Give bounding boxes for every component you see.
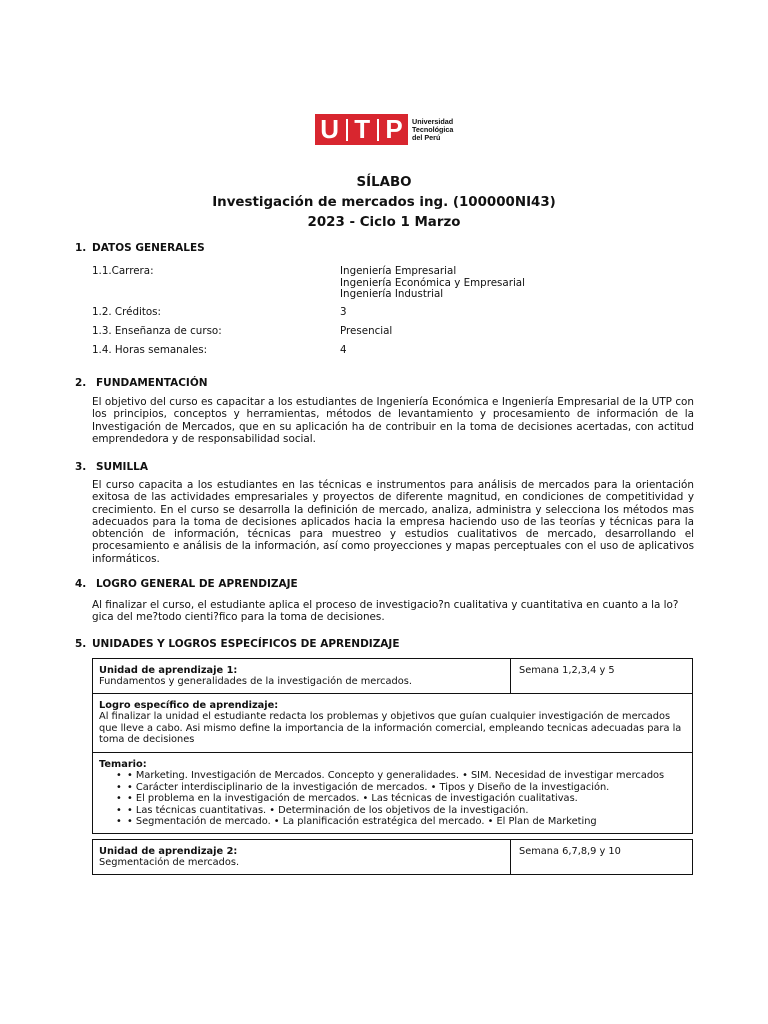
title-silabo: SÍLABO xyxy=(356,175,412,190)
list-item xyxy=(99,793,689,804)
list-item xyxy=(99,816,689,827)
section-number: 5. xyxy=(75,638,87,650)
section-number: 3. xyxy=(75,461,87,473)
section-heading-sumilla xyxy=(75,461,148,473)
unidad-2-semana: Semana 6,7,8,9 y 10 xyxy=(519,846,621,857)
bullet: • xyxy=(116,793,122,805)
section-heading-fundamentacion xyxy=(75,377,208,389)
logro-label: Logro específico de aprendizaje: xyxy=(99,700,279,711)
temario-item-text: • El problema en la investigación de mercados. • Las técnicas de investigación cualitativas. xyxy=(127,793,578,805)
section-title: LOGRO GENERAL DE APRENDIZAJE xyxy=(96,578,298,590)
logo-line-1: Universidad xyxy=(412,116,454,126)
temario-item-text: • Segmentación de mercado. • La planificación estratégica del mercado. • El Plan de Marketing xyxy=(127,816,597,828)
unidad-2-table xyxy=(92,839,693,875)
section-title: FUNDAMENTACIÓN xyxy=(96,377,208,389)
temario-label: Temario: xyxy=(99,759,147,770)
carrera-value: Ingeniería Económica y Empresarial xyxy=(340,276,525,289)
document-title xyxy=(0,173,768,233)
temario-item-text: • Carácter interdisciplinario de la investigación de mercados. • Tipos y Diseño de la investigación. xyxy=(127,781,610,793)
unidad-label: Unidad de aprendizaje 1: xyxy=(99,665,238,676)
horas-value: 4 xyxy=(340,344,347,356)
table-divider xyxy=(93,693,692,694)
creditos-label: 1.2. Créditos: xyxy=(92,306,162,318)
unidad-name: Fundamentos y generalidades de la investigación de mercados. xyxy=(99,676,412,688)
temario-list xyxy=(99,770,689,827)
horas-label: 1.4. Horas semanales: xyxy=(92,344,208,356)
unidad-1-semana: Semana 1,2,3,4 y 5 xyxy=(519,665,615,676)
unidad-1-temario xyxy=(99,759,689,827)
logro-text: Al finalizar la unidad el estudiante redacta los problemas y objetivos que guían cualquier investigación de mercados que lleve a cabo. Asi mismo define la importancia de la información comercial, empleando tecnicas adecuadas para la toma de decisiones xyxy=(99,711,682,746)
utp-logo xyxy=(315,114,453,145)
carrera-label: 1.1.Carrera: xyxy=(92,265,154,277)
sumilla-text xyxy=(92,479,694,565)
section-title: SUMILLA xyxy=(96,461,148,473)
fundamentacion-paragraph: El objetivo del curso es capacitar a los estudiantes de Ingeniería Económica e Ingeniería Empresarial de la UTP con los principios, conceptos y herramientas, métodos de levantamiento y procesamiento de información de la Investigación de Mercados, que en su aplicación ha de contribuir en la toma de decisiones acertadas, con actitud emprendedora y de responsabilidad social. xyxy=(92,396,694,445)
ensenanza-value: Presencial xyxy=(340,325,393,337)
section-heading-datos xyxy=(75,242,205,254)
logo-line-3: del Perú xyxy=(412,132,441,142)
title-course: Investigación de mercados ing. (100000NI43) xyxy=(212,195,556,210)
unidad-1-logro xyxy=(99,700,686,746)
logo-line-2: Tecnológica xyxy=(412,124,454,134)
unidad-name: Segmentación de mercados. xyxy=(99,857,240,869)
table-divider xyxy=(510,659,511,693)
logo-separator xyxy=(377,119,379,141)
sumilla-paragraph: El curso capacita a los estudiantes en las técnicas e instrumentos para análisis de mercados para la orientación exitosa de las actividades empresariales y proyectos de diferente magnitud, en condiciones de competitividad y crecimiento. En el curso se desarrolla la definición de mercado, analiza, administra y selecciona los métodos mas adecuados para la toma de decisiones aplicados hacia la empresa haciendo uso de las teorías y técnicas para la obtención de información, técnicas para muestreo y estudios cualitativos de mercado, desarrollando el procesamiento e análisis de la información, así como proyecciones y mapas perceptuales con el uso de aplicativos informáticos. xyxy=(92,479,694,565)
fundamentacion-text xyxy=(92,396,694,445)
table-divider xyxy=(510,840,511,874)
creditos-value: 3 xyxy=(340,306,347,318)
title-cycle: 2023 - Ciclo 1 Marzo xyxy=(307,215,461,230)
logro-general-line: gica del me?todo cienti?fico para la toma de decisiones. xyxy=(92,611,385,624)
logo-letter-p: P xyxy=(385,114,403,144)
unidad-label: Unidad de aprendizaje 2: xyxy=(99,846,238,857)
table-divider xyxy=(93,752,692,753)
carrera-values xyxy=(340,266,525,301)
section-heading-unidades xyxy=(75,638,400,650)
unidad-2-header xyxy=(99,846,239,869)
section-number: 4. xyxy=(75,578,87,590)
bullet: • xyxy=(116,804,122,816)
list-item xyxy=(99,782,689,793)
temario-item-text: • Marketing. Investigación de Mercados. Concepto y generalidades. • SIM. Necesidad de investigar mercados xyxy=(127,770,665,782)
unidad-1-table xyxy=(92,658,693,834)
section-title: UNIDADES Y LOGROS ESPECÍFICOS DE APRENDIZAJE xyxy=(92,638,400,650)
unidad-1-header xyxy=(99,665,412,688)
logo-separator xyxy=(346,119,348,141)
bullet: • xyxy=(116,770,122,782)
carrera-value: Ingeniería Industrial xyxy=(340,288,444,300)
temario-item-text: • Las técnicas cuantitativas. • Determinación de los objetivos de la investigación. xyxy=(127,804,529,816)
list-item xyxy=(99,805,689,816)
section-number: 1. xyxy=(75,242,87,254)
list-item xyxy=(99,770,689,781)
utp-logo-mark xyxy=(315,114,408,145)
bullet: • xyxy=(116,781,122,793)
ensenanza-label: 1.3. Enseñanza de curso: xyxy=(92,325,222,337)
logro-general-text xyxy=(92,599,694,624)
section-title: DATOS GENERALES xyxy=(92,242,205,254)
logo-text xyxy=(412,118,453,142)
logo-letter-t: T xyxy=(354,114,371,144)
section-heading-logro-general xyxy=(75,578,298,590)
section-number: 2. xyxy=(75,377,87,389)
logo-letter-u: U xyxy=(320,114,340,144)
carrera-value: Ingeniería Empresarial xyxy=(340,265,457,277)
logro-general-line: Al finalizar el curso, el estudiante aplica el proceso de investigacio?n cualitativa y cuantitativa en cuanto a la lo? xyxy=(92,599,679,611)
bullet: • xyxy=(116,816,122,828)
